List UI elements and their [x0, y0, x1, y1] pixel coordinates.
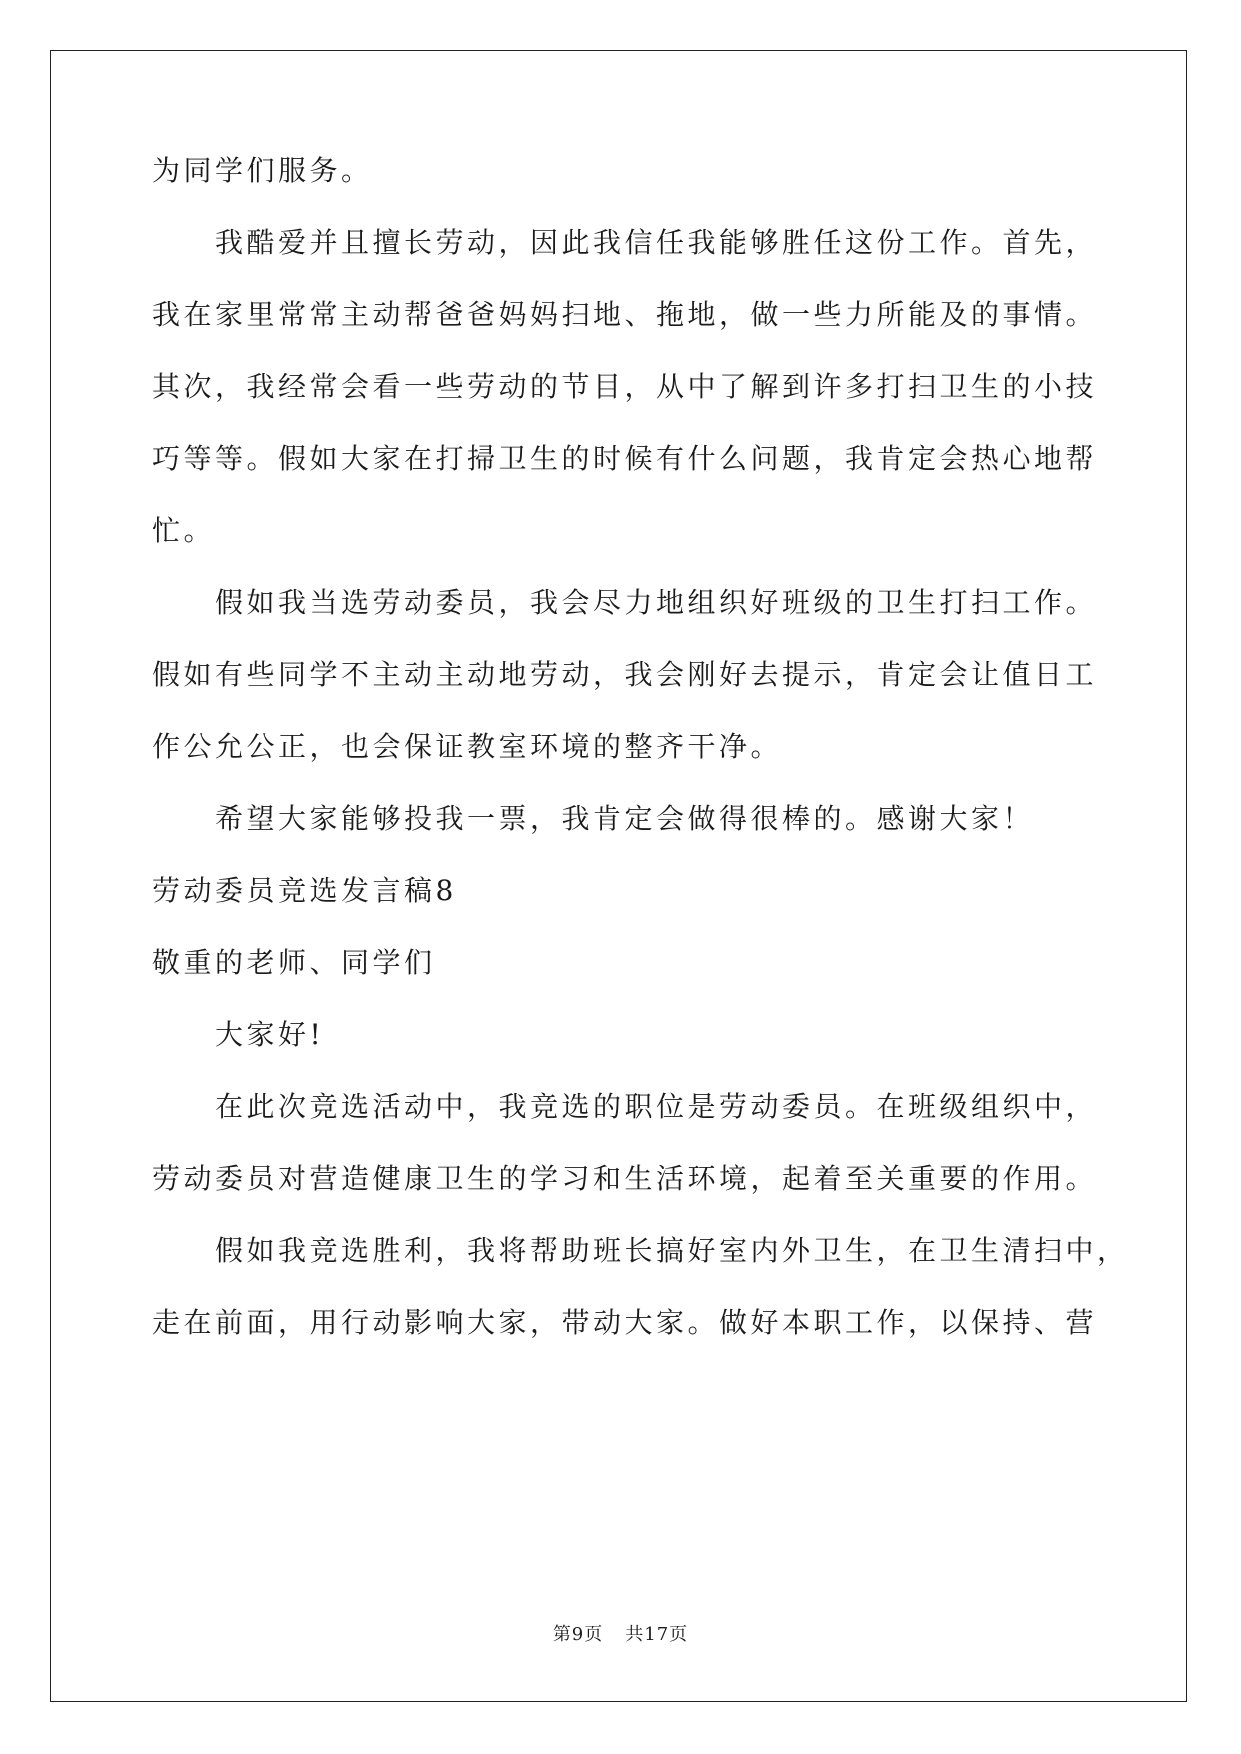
text-line: 我酷爱并且擅长劳动，因此我信任我能够胜任这份工作。首先， — [215, 226, 1098, 259]
text-line: 假如我当选劳动委员，我会尽力地组织好班级的卫生打扫工作。 — [215, 586, 1098, 619]
page-number: 第9页 — [552, 1624, 604, 1645]
text-line: 走在前面，用行动影响大家，带动大家。做好本职工作，以保持、营 — [152, 1306, 1098, 1339]
text-line: 假如我竞选胜利，我将帮助班长搞好室内外卫生，在卫生清扫中， — [215, 1234, 1129, 1267]
text-line: 劳动委员对营造健康卫生的学习和生活环境，起着至关重要的作用。 — [152, 1162, 1098, 1195]
greeting: 大家好! — [215, 1018, 325, 1051]
salutation: 敬重的老师、同学们 — [152, 946, 436, 979]
text-line: 忙。 — [152, 514, 216, 547]
text-line: 在此次竞选活动中，我竞选的职位是劳动委员。在班级组织中， — [215, 1090, 1098, 1123]
text-line: 为同学们服务。 — [152, 154, 373, 187]
text-line: 我在家里常常主动帮爸爸妈妈扫地、拖地，做一些力所能及的事情。 — [152, 298, 1098, 331]
section-heading: 劳动委员竞选发言稿8 — [152, 874, 457, 907]
text-line: 假如有些同学不主动主动地劳动，我会刚好去提示，肯定会让值日工 — [152, 658, 1098, 691]
text-line: 作公允公正，也会保证教室环境的整齐干净。 — [152, 730, 783, 763]
text-line: 希望大家能够投我一票，我肯定会做得很棒的。感谢大家！ — [215, 802, 1035, 835]
text-line: 其次，我经常会看一些劳动的节目，从中了解到许多打扫卫生的小技 — [152, 370, 1098, 403]
page-footer — [0, 1620, 1241, 1646]
page-total: 共17页 — [625, 1624, 689, 1645]
text-line: 巧等等。假如大家在打掃卫生的时候有什么问题，我肯定会热心地帮 — [152, 442, 1098, 475]
